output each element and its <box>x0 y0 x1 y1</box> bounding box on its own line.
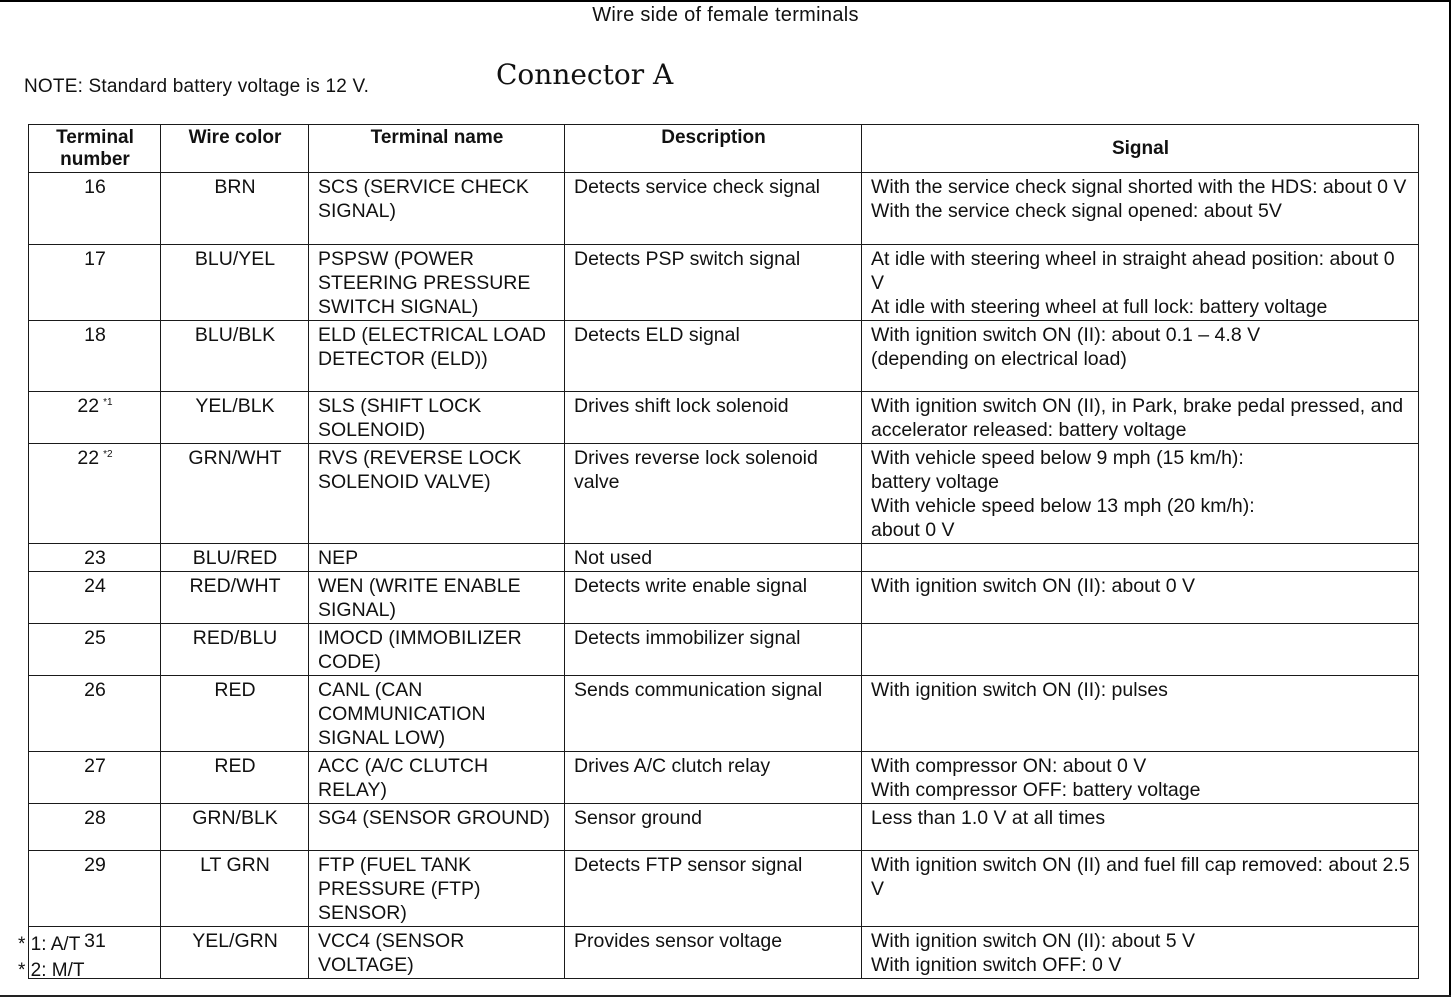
wire-color-cell: RED/BLU <box>161 624 309 676</box>
terminal-name-cell: ELD (ELECTRICAL LOAD DETECTOR (ELD)) <box>309 321 565 392</box>
table-header-row <box>29 125 1419 173</box>
terminal-number: 27 <box>84 755 106 777</box>
table-row <box>29 752 1419 804</box>
terminal-name-cell: RVS (REVERSE LOCK SOLENOID VALVE) <box>309 444 565 544</box>
header-wire-color: Wire color <box>161 125 309 173</box>
header-terminal-number: Terminal number <box>29 125 161 173</box>
terminal-number-cell <box>29 676 161 752</box>
table-row <box>29 676 1419 752</box>
table-body <box>29 173 1419 979</box>
description-cell: Drives A/C clutch relay <box>565 752 862 804</box>
description-cell: Sends communication signal <box>565 676 862 752</box>
terminal-number-cell <box>29 624 161 676</box>
signal-cell: Less than 1.0 V at all times <box>862 804 1419 851</box>
wire-color-cell: BLU/BLK <box>161 321 309 392</box>
signal-cell: With ignition switch ON (II): about 0 V <box>862 572 1419 624</box>
footnote-2: * 2: M/T <box>18 960 85 981</box>
signal-cell: With ignition switch ON (II): about 0.1 – 4.8 V (depending on electrical load) <box>862 321 1419 392</box>
signal-cell: With the service check signal shorted with the HDS: about 0 V With the service check signal opened: about 5V <box>862 173 1419 245</box>
signal-cell: With vehicle speed below 9 mph (15 km/h): battery voltage With vehicle speed below 13 mph (20 km/h): about 0 V <box>862 444 1419 544</box>
terminal-name-cell: ACC (A/C CLUTCH RELAY) <box>309 752 565 804</box>
description-cell: Sensor ground <box>565 804 862 851</box>
terminal-number: 18 <box>84 324 106 346</box>
terminal-number-cell <box>29 245 161 321</box>
terminal-name-cell: FTP (FUEL TANK PRESSURE (FTP) SENSOR) <box>309 851 565 927</box>
terminal-table <box>28 124 1419 979</box>
wire-color-cell: RED <box>161 676 309 752</box>
signal-cell: With compressor ON: about 0 V With compressor OFF: battery voltage <box>862 752 1419 804</box>
table-row <box>29 624 1419 676</box>
footnote-marker: *1 <box>103 396 113 408</box>
description-cell: Detects FTP sensor signal <box>565 851 862 927</box>
wire-color-cell: LT GRN <box>161 851 309 927</box>
terminal-number-cell <box>29 392 161 444</box>
signal-cell: At idle with steering wheel in straight ahead position: about 0 V At idle with steering wheel at full lock: battery voltage <box>862 245 1419 321</box>
header-terminal-name: Terminal name <box>309 125 565 173</box>
header-signal: Signal <box>862 125 1419 173</box>
description-cell: Drives reverse lock solenoid valve <box>565 444 862 544</box>
description-cell: Detects immobilizer signal <box>565 624 862 676</box>
terminal-name-cell: SG4 (SENSOR GROUND) <box>309 804 565 851</box>
footnote-marker: *2 <box>103 448 113 460</box>
terminal-number-cell <box>29 321 161 392</box>
wire-color-cell: RED <box>161 752 309 804</box>
description-cell: Detects ELD signal <box>565 321 862 392</box>
terminal-name-cell: CANL (CAN COMMUNICATION SIGNAL LOW) <box>309 676 565 752</box>
table-row <box>29 321 1419 392</box>
description-cell: Not used <box>565 544 862 572</box>
table-row <box>29 173 1419 245</box>
terminal-number: 16 <box>84 176 106 198</box>
wire-color-cell: YEL/BLK <box>161 392 309 444</box>
table-row <box>29 927 1419 979</box>
terminal-number-cell <box>29 804 161 851</box>
signal-cell: With ignition switch ON (II): about 5 V With ignition switch OFF: 0 V <box>862 927 1419 979</box>
signal-cell <box>862 544 1419 572</box>
description-cell: Provides sensor voltage <box>565 927 862 979</box>
signal-cell: With ignition switch ON (II) and fuel fill cap removed: about 2.5 V <box>862 851 1419 927</box>
wire-color-cell: BLU/YEL <box>161 245 309 321</box>
terminal-name-cell: VCC4 (SENSOR VOLTAGE) <box>309 927 565 979</box>
battery-voltage-note: NOTE: Standard battery voltage is 12 V. <box>24 76 370 97</box>
terminal-number-cell <box>29 572 161 624</box>
terminal-name-cell: WEN (WRITE ENABLE SIGNAL) <box>309 572 565 624</box>
table-row <box>29 572 1419 624</box>
terminal-number-cell <box>29 444 161 544</box>
table-row <box>29 544 1419 572</box>
terminal-name-cell: SLS (SHIFT LOCK SOLENOID) <box>309 392 565 444</box>
terminal-number: 28 <box>84 807 106 829</box>
terminal-number: 23 <box>84 547 106 569</box>
wire-color-cell: GRN/BLK <box>161 804 309 851</box>
footnotes <box>18 932 85 984</box>
page-title: Wire side of female terminals <box>592 4 859 26</box>
terminal-number: 24 <box>84 575 106 597</box>
table-row <box>29 245 1419 321</box>
table-row <box>29 804 1419 851</box>
terminal-name-cell: IMOCD (IMMOBILIZER CODE) <box>309 624 565 676</box>
wire-color-cell: GRN/WHT <box>161 444 309 544</box>
terminal-number: 22 <box>77 395 100 417</box>
signal-cell <box>862 624 1419 676</box>
signal-cell: With ignition switch ON (II): pulses <box>862 676 1419 752</box>
wire-color-cell: RED/WHT <box>161 572 309 624</box>
table-row <box>29 444 1419 544</box>
terminal-number: 26 <box>84 679 106 701</box>
terminal-name-cell: SCS (SERVICE CHECK SIGNAL) <box>309 173 565 245</box>
description-cell: Detects service check signal <box>565 173 862 245</box>
connector-label: Connector A <box>496 58 674 91</box>
description-cell: Detects write enable signal <box>565 572 862 624</box>
description-cell: Drives shift lock solenoid <box>565 392 862 444</box>
wire-color-cell: BLU/RED <box>161 544 309 572</box>
terminal-name-cell: PSPSW (POWER STEERING PRESSURE SWITCH SIGNAL) <box>309 245 565 321</box>
top-border <box>0 0 1451 2</box>
terminal-number-cell <box>29 752 161 804</box>
header-description: Description <box>565 125 862 173</box>
terminal-number: 17 <box>84 248 106 270</box>
terminal-number-cell <box>29 173 161 245</box>
terminal-number: 25 <box>84 627 106 649</box>
description-cell: Detects PSP switch signal <box>565 245 862 321</box>
signal-cell: With ignition switch ON (II), in Park, brake pedal pressed, and accelerator released: battery voltage <box>862 392 1419 444</box>
terminal-number-cell <box>29 851 161 927</box>
footnote-1: * 1: A/T <box>18 934 81 955</box>
terminal-number-cell <box>29 544 161 572</box>
wire-color-cell: YEL/GRN <box>161 927 309 979</box>
terminal-number: 29 <box>84 854 106 876</box>
table-row <box>29 851 1419 927</box>
terminal-name-cell: NEP <box>309 544 565 572</box>
terminal-number: 22 <box>77 447 100 469</box>
table-row <box>29 392 1419 444</box>
terminal-number: 31 <box>84 930 106 952</box>
wire-color-cell: BRN <box>161 173 309 245</box>
